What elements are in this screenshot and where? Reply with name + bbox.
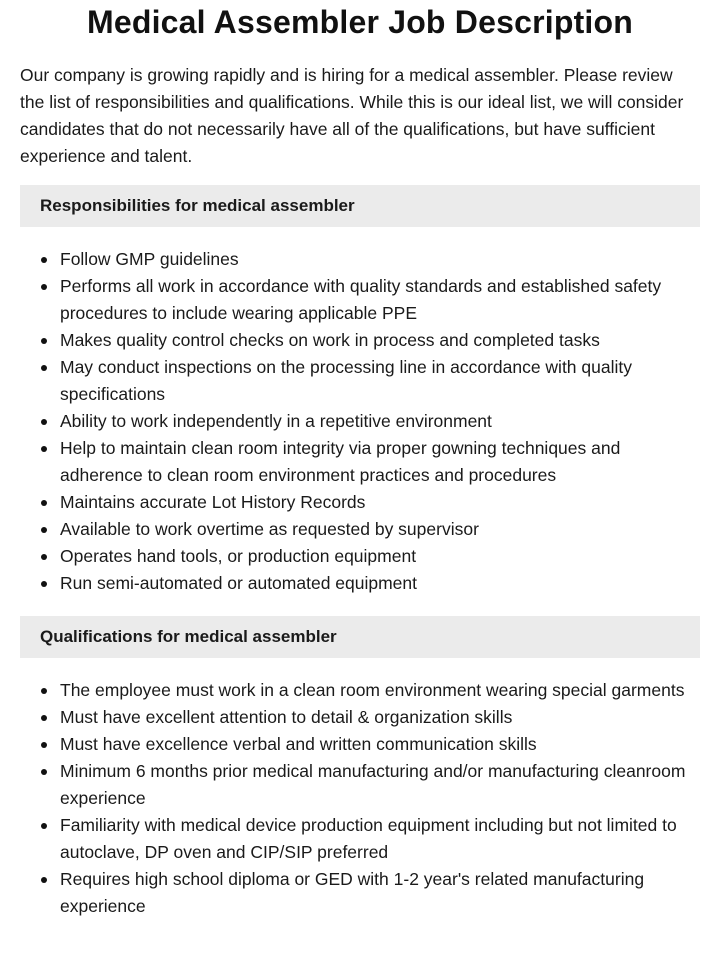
list-item-text: Follow GMP guidelines	[60, 249, 239, 269]
bullet-icon	[41, 715, 47, 721]
list-item	[20, 354, 700, 408]
list-item	[20, 812, 700, 866]
list-item	[20, 327, 700, 354]
responsibilities-header: Responsibilities for medical assembler	[20, 185, 700, 227]
bullet-icon	[41, 446, 47, 452]
bullet-icon	[41, 554, 47, 560]
list-item-text: Must have excellent attention to detail & organization skills	[60, 707, 513, 727]
bullet-icon	[41, 581, 47, 587]
list-item-text: May conduct inspections on the processing line in accordance with quality specifications	[60, 357, 632, 404]
list-item	[20, 731, 700, 758]
list-item-text: Makes quality control checks on work in process and completed tasks	[60, 330, 600, 350]
intro-paragraph: Our company is growing rapidly and is hiring for a medical assembler. Please review the list of responsibilities and qualifications. While this is our ideal list, we will consider candidates that do not necessarily have all of the qualifications, but have sufficient experience and talent.	[20, 65, 684, 166]
list-item	[20, 704, 700, 731]
bullet-icon	[41, 688, 47, 694]
list-item-text: Performs all work in accordance with quality standards and established safety procedures to include wearing applicable PPE	[60, 276, 662, 323]
list-item	[20, 246, 700, 273]
list-item	[20, 408, 700, 435]
bullet-icon	[41, 338, 47, 344]
page-title: Medical Assembler Job Description	[86, 4, 634, 40]
list-item-text: Ability to work independently in a repetitive environment	[60, 411, 492, 431]
list-item	[20, 489, 700, 516]
bullet-icon	[41, 823, 47, 829]
qualifications-list	[20, 677, 700, 920]
bullet-icon	[41, 769, 47, 775]
bullet-icon	[41, 500, 47, 506]
responsibilities-list	[20, 246, 700, 597]
list-item-text: Minimum 6 months prior medical manufacturing and/or manufacturing cleanroom experience	[60, 761, 686, 808]
bullet-icon	[41, 284, 47, 290]
list-item	[20, 677, 700, 704]
list-item-text: Must have excellence verbal and written communication skills	[60, 734, 537, 754]
list-item-text: Run semi-automated or automated equipment	[60, 573, 418, 593]
list-item-text: Familiarity with medical device production equipment including but not limited to autoclave, DP oven and CIP/SIP preferred	[60, 815, 677, 862]
list-item	[20, 543, 700, 570]
list-item	[20, 435, 700, 489]
qualifications-header: Qualifications for medical assembler	[20, 616, 700, 658]
bullet-icon	[41, 419, 47, 425]
list-item-text: The employee must work in a clean room environment wearing special garments	[60, 680, 685, 700]
list-item	[20, 273, 700, 327]
list-item-text: Requires high school diploma or GED with 1-2 year's related manufacturing experience	[60, 869, 645, 916]
bullet-icon	[41, 742, 47, 748]
list-item	[20, 866, 700, 920]
list-item-text: Available to work overtime as requested by supervisor	[60, 519, 479, 539]
bullet-icon	[41, 365, 47, 371]
list-item	[20, 570, 700, 597]
list-item-text: Help to maintain clean room integrity via proper gowning techniques and adherence to clean room environment practices and procedures	[60, 438, 621, 485]
list-item-text: Operates hand tools, or production equipment	[60, 546, 417, 566]
list-item	[20, 516, 700, 543]
list-item	[20, 758, 700, 812]
bullet-icon	[41, 877, 47, 883]
bullet-icon	[41, 257, 47, 263]
bullet-icon	[41, 527, 47, 533]
list-item-text: Maintains accurate Lot History Records	[60, 492, 366, 512]
